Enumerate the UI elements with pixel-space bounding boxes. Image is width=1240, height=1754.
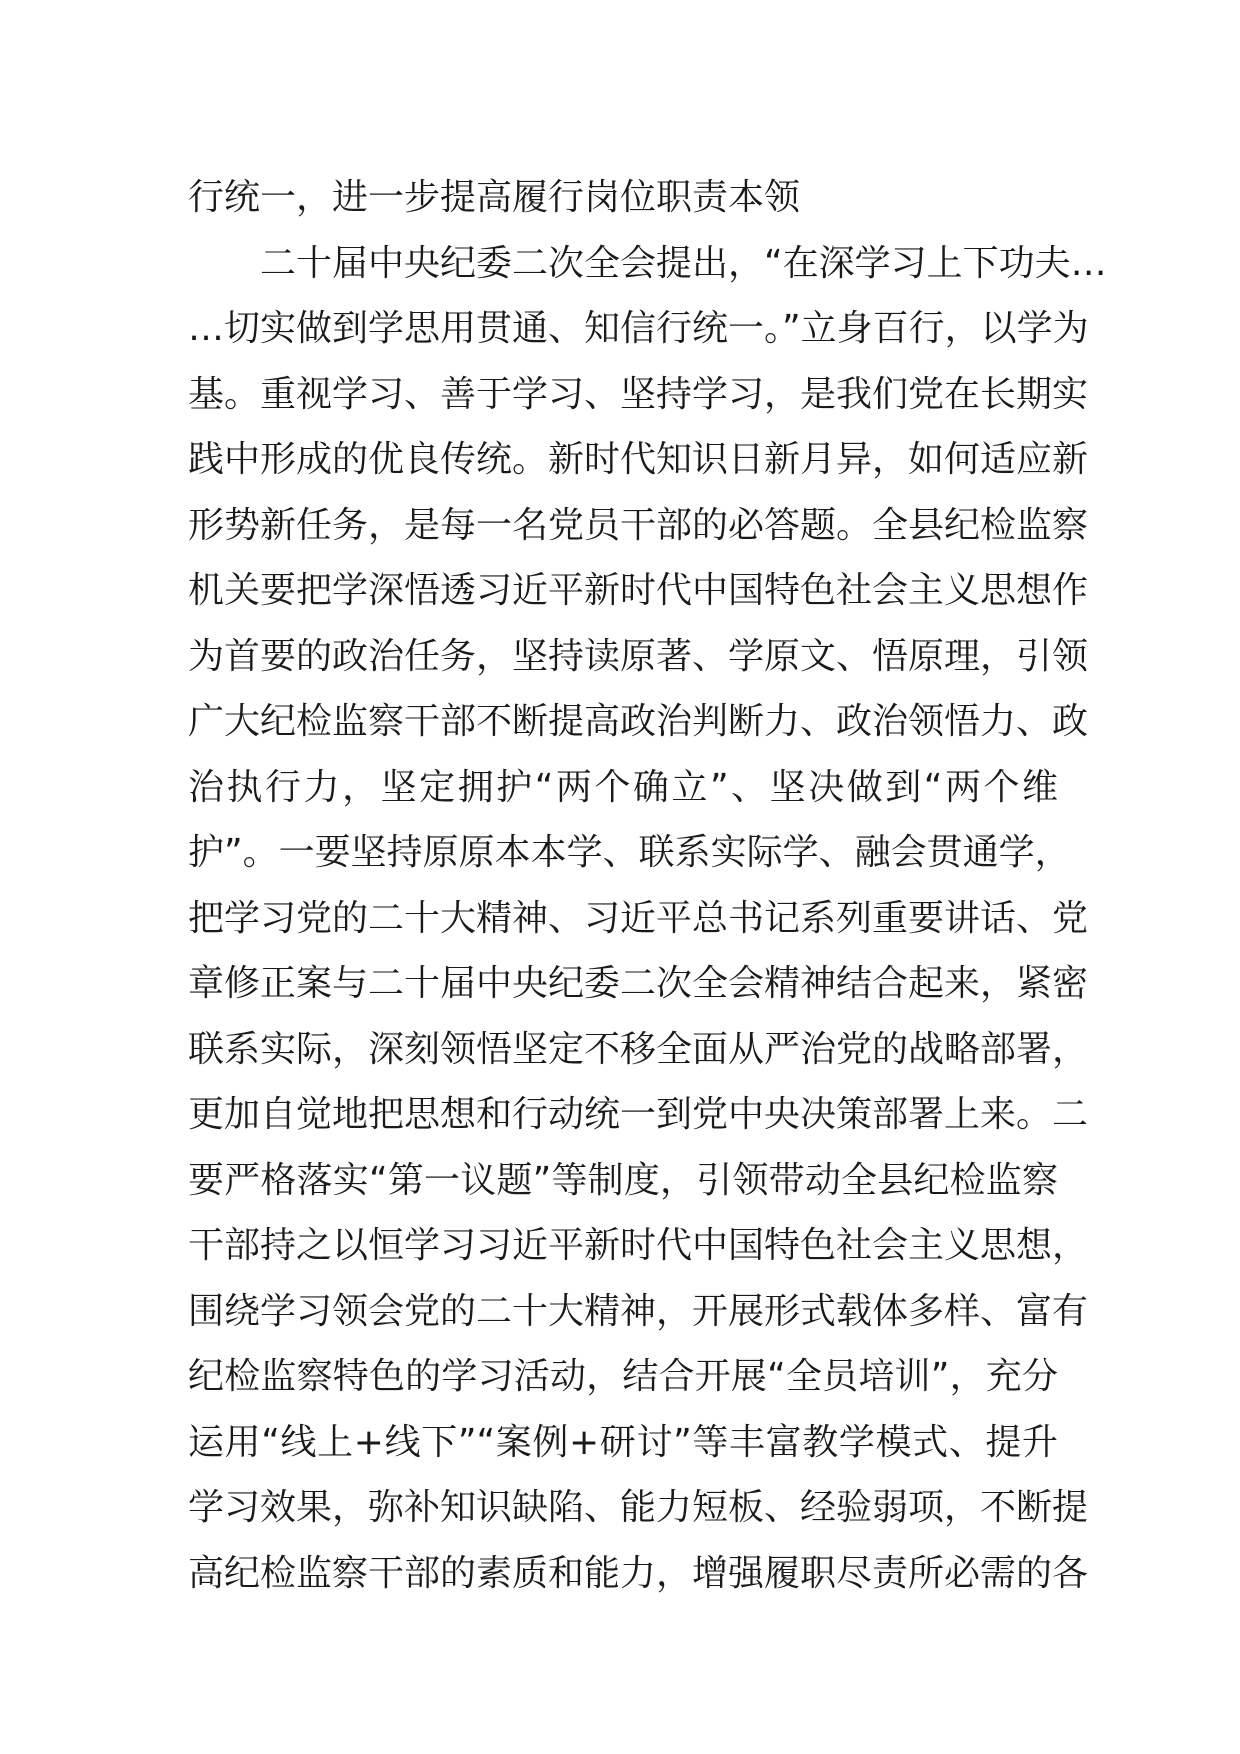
paragraph-line: 二十届中央纪委二次全会提出，“在深学习上下功夫… [260, 242, 1107, 284]
paragraph-line: 联系实际，深刻领悟坚定不移全面从严治党的战略部署， [188, 1028, 1089, 1070]
paragraph-line: 把学习党的二十大精神、习近平总书记系列重要讲话、党 [188, 897, 1089, 939]
paragraph-line: 学习效果，弥补知识缺陷、能力短板、经验弱项，不断提 [188, 1487, 1089, 1528]
paragraph-line: 为首要的政治任务，坚持读原著、学原文、悟原理，引领 [188, 635, 1089, 677]
paragraph-line: 要严格落实“第一议题”等制度，引领带动全县纪检监察 [188, 1159, 1058, 1201]
paragraph-line: 机关要把学深悟透习近平新时代中国特色社会主义思想作 [188, 570, 1089, 611]
paragraph-line: 基。重视学习、善于学习、坚持学习，是我们党在长期实 [188, 373, 1089, 415]
body-paragraph [188, 231, 1107, 1607]
paragraph-line: 运用“线上+线下”“案例+研讨”等丰富教学模式、提升 [188, 1421, 1058, 1463]
paragraph-line: 章修正案与二十届中央纪委二次全会精神结合起来，紧密 [188, 963, 1089, 1004]
paragraph-line: 围绕学习领会党的二十大精神，开展形式载体多样、富有 [188, 1290, 1089, 1332]
paragraph-line: 干部持之以恒学习习近平新时代中国特色社会主义思想， [188, 1225, 1089, 1266]
paragraph-line: 形势新任务，是每一名党员干部的必答题。全县纪检监察 [188, 504, 1089, 546]
paragraph-line: 广大纪检监察干部不断提高政治判断力、政治领悟力、政 [188, 701, 1089, 742]
paragraph-line: 高纪检监察干部的素质和能力，增强履职尽责所必需的各 [188, 1552, 1089, 1594]
paragraph-line: …切实做到学思用贯通、知信行统一。”立身百行，以学为 [188, 308, 1089, 349]
paragraph-line: 践中形成的优良传统。新时代知识日新月异，如何适应新 [188, 439, 1089, 480]
paragraph-line: 治执行力，坚定拥护“两个确立”、坚决做到“两个维 [188, 766, 1058, 808]
paragraph-line: 护”。一要坚持原原本本学、联系实际学、融会贯通学， [188, 832, 1071, 873]
heading-continuation: 行统一，进一步提高履行岗位职责本领 [188, 177, 801, 218]
document-page [188, 165, 1107, 1606]
paragraph-line: 纪检监察特色的学习活动，结合开展“全员培训”，充分 [188, 1356, 1058, 1397]
paragraph-line: 更加自觉地把思想和行动统一到党中央决策部署上来。二 [188, 1094, 1089, 1135]
